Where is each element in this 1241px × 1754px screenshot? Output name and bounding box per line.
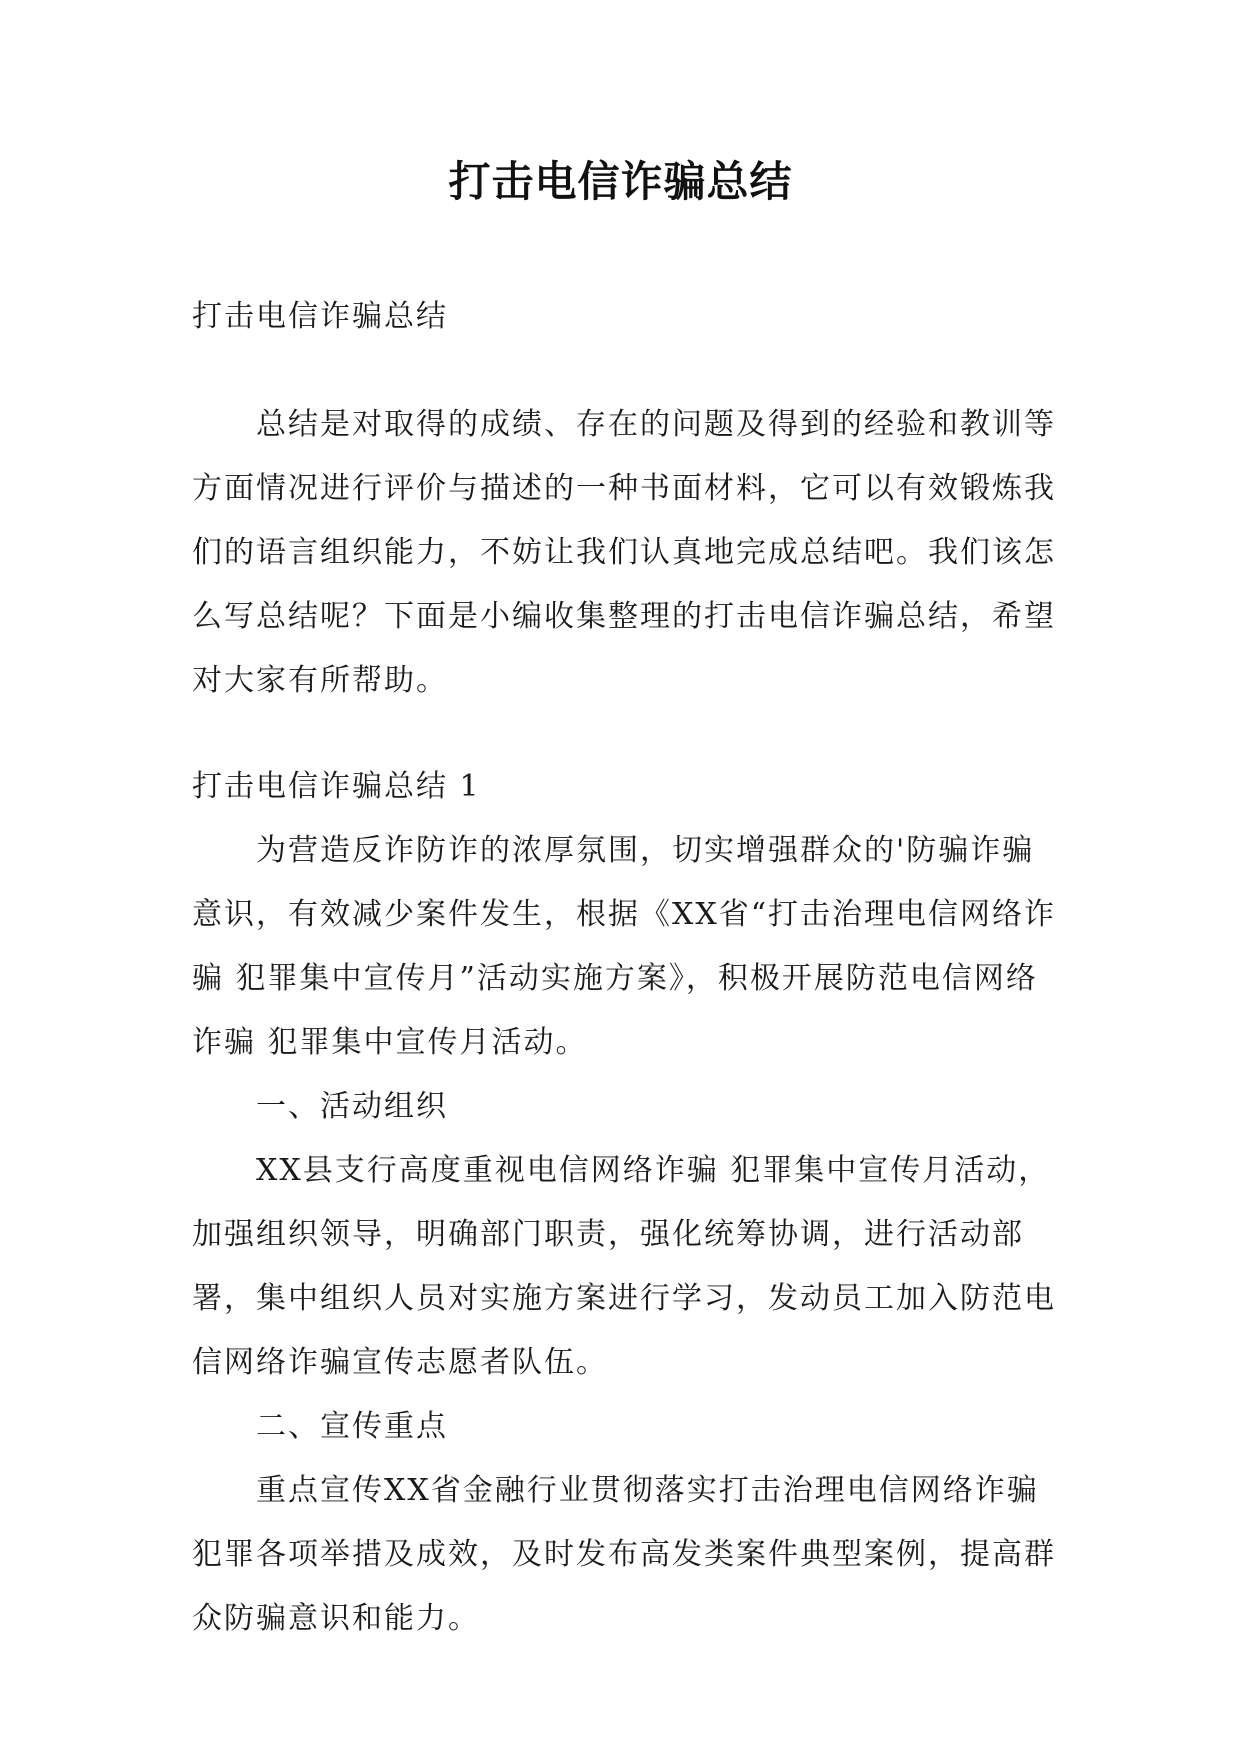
section-1-paragraph: 为营造反诈防诈的浓厚氛围，切实增强群众的'防骗诈骗意识，有效减少案件发生，根据《XX省“打击治理电信网络诈骗 犯罪集中宣传月”活动实施方案》，积极开展防范电信网络诈骗 犯罪集中宣传月活动。 [192,833,1057,1060]
publicity-focus-paragraph: 重点宣传XX省金融行业贯彻落实打击治理电信网络诈骗 犯罪各项举措及成效，及时发布高发类案件典型案例，提高群众防骗意识和能力。 [192,1473,1056,1636]
document-subtitle: 打击电信诈骗总结 [192,299,448,334]
section-heading-1: 打击电信诈骗总结 1 [192,769,481,804]
document-title: 打击电信诈骗总结 [448,157,793,206]
document-body [192,285,1062,1651]
heading-publicity-focus: 二、宣传重点 [256,1409,448,1444]
intro-paragraph: 总结是对取得的成绩、存在的问题及得到的经验和教训等方面情况进行评价与描述的一种书面材料，它可以有效锻炼我们的语言组织能力，不妨让我们认真地完成总结吧。我们该怎么写总结呢？下面是小编收集整理的打击电信诈骗总结，希望对大家有所帮助。 [192,407,1056,698]
activity-organization-paragraph: XX县支行高度重视电信网络诈骗 犯罪集中宣传月活动，加强组织领导，明确部门职责，强化统筹协调，进行活动部署，集中组织人员对实施方案进行学习，发动员工加入防范电信网络诈骗宣传志愿者队伍。 [192,1153,1056,1380]
heading-activity-organization: 一、活动组织 [256,1089,448,1124]
